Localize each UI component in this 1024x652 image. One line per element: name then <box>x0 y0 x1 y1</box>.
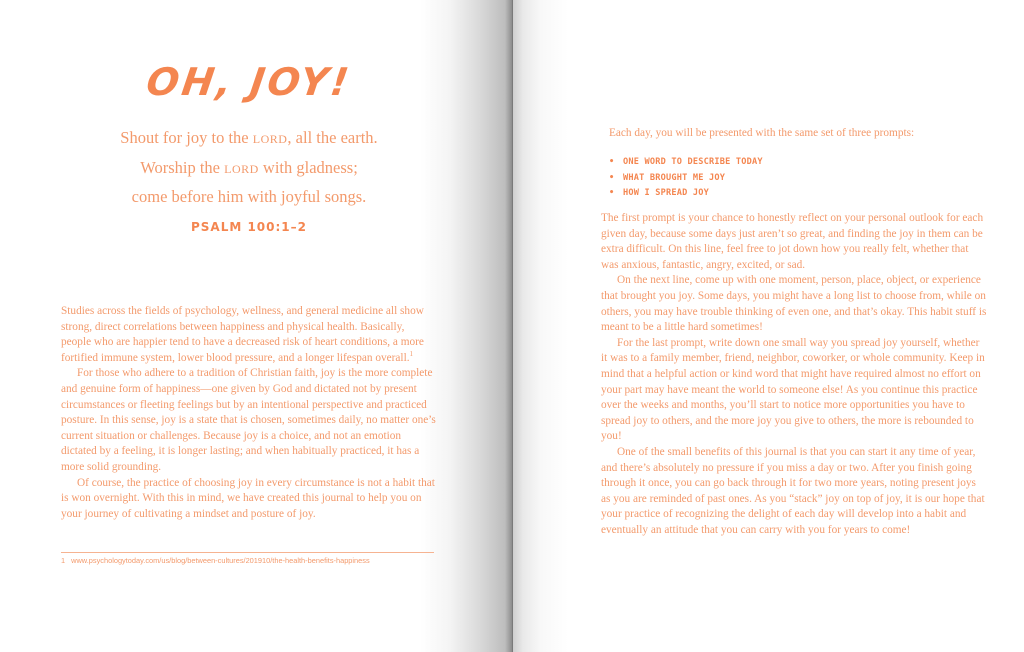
verse-line-2-end: with gladness; <box>258 157 358 177</box>
verse-lord-small-caps: LORD <box>252 132 288 146</box>
right-paragraph-2: On the next line, come up with one moment, person, place, object, or experience that brought you joy. Some days, you might have a long list to choose from, while on others, you may have trouble thinking of even one, and that’s okay. This habit stuff is meant to be a little hard sometimes! <box>601 274 987 334</box>
prompt-item <box>609 186 989 202</box>
footnote-marker: 1 <box>409 350 414 359</box>
bullet-icon: • <box>609 157 615 167</box>
footnote-url: www.psychologytoday.com/us/blog/between-cultures/201910/the-health-benefits-happiness <box>71 556 370 565</box>
right-paragraph-1: The first prompt is your chance to honestly reflect on your personal outlook for each given day, because some days just aren’t so great, and finding the joy in them can be extra difficult. On this line, feel free to jot down how you really felt, whether that was anxious, fantastic, angry, excited, or sad. <box>601 212 984 271</box>
prompt-label: WHAT BROUGHT ME JOY <box>623 172 726 183</box>
bullet-icon: • <box>609 172 615 183</box>
footnote-number: 1 <box>61 556 66 565</box>
prompt-label: HOW I SPREAD JOY <box>623 188 709 199</box>
right-paragraph-4: One of the small benefits of this journal is that you can start it any time of year, and there’s absolutely no pressure if you miss a day or two. After you finish going through it once, you can go back through it for two more years, noting present joys as you are reminded of past ones. As you “stack” joy on top of joy, it is our hope that your practice of recognizing the delight of each day will develop into a habit and eventually an attitude that you can carry with you for years to come! <box>601 445 985 536</box>
prompt-list <box>609 155 989 202</box>
verse-line-1-start: Shout for joy to the <box>120 128 253 147</box>
left-paragraph-2: For those who adhere to a tradition of Christian faith, joy is the more complete and genuine form of happiness—one given by God and dictated not by present circumstances or fleeting feelings but by an intentional perspective and practiced posture. In this sense, joy is a state that is chosen, sometimes daily, no matter one’s current situation or challenges. Because joy is a choice, and not an emotion dictated by a feeling, it is longer lasting; and when habitually practiced, it has a more solid grounding. <box>61 367 436 473</box>
verse-lord-small-caps-2: LORD <box>224 161 259 176</box>
scripture-verse <box>0 124 498 211</box>
verse-line-1-end: , all the earth. <box>287 128 378 147</box>
verse-line-2-start: Worship the <box>140 157 225 177</box>
left-body-text <box>61 304 436 522</box>
right-paragraph-3: For the last prompt, write down one small way you spread joy yourself, whether it was to a family member, friend, neighbor, coworker, or whole community. Keep in mind that a helpful action or kind word that might have required almost no effort on your part may have meant the world to someone else! As you continue this practice over the weeks and months, you’ll start to notice more opportunities you have to spread joy to others, and the more joy you give to others, the more is rebounded to you! <box>601 336 985 443</box>
prompt-label: ONE WORD TO DESCRIBE TODAY <box>623 157 763 167</box>
verse-citation: PSALM 100:1–2 <box>190 220 308 234</box>
footnote <box>61 556 434 566</box>
verse-line-3: come before him with joyful songs. <box>131 187 367 206</box>
prompt-item <box>609 171 989 187</box>
verse-line-2 <box>0 154 498 184</box>
footnote-divider <box>61 552 434 553</box>
prompt-item <box>609 155 989 171</box>
bullet-icon: • <box>609 188 615 199</box>
page-title: OH, JOY! <box>143 60 355 104</box>
right-body-text <box>601 211 987 538</box>
right-page <box>512 0 1024 652</box>
verse-line-1 <box>0 124 498 154</box>
left-paragraph-3: Of course, the practice of choosing joy in every circumstance is not a habit that is won overnight. With this in mind, we have created this journal to help you on your journey of cultivating a mindset and posture of joy. <box>61 476 435 520</box>
prompts-intro: Each day, you will be presented with the same set of three prompts: <box>609 127 915 139</box>
left-paragraph-1-text: Studies across the fields of psychology, wellness, and general medicine all show strong, direct correlations between happiness and physical health. Basically, people who are happier tend to have a decreased risk of heart conditions, a more fortified immune system, lower blood pressure, and a longer lifespan overall. <box>61 305 424 364</box>
left-paragraph-1 <box>61 304 436 366</box>
